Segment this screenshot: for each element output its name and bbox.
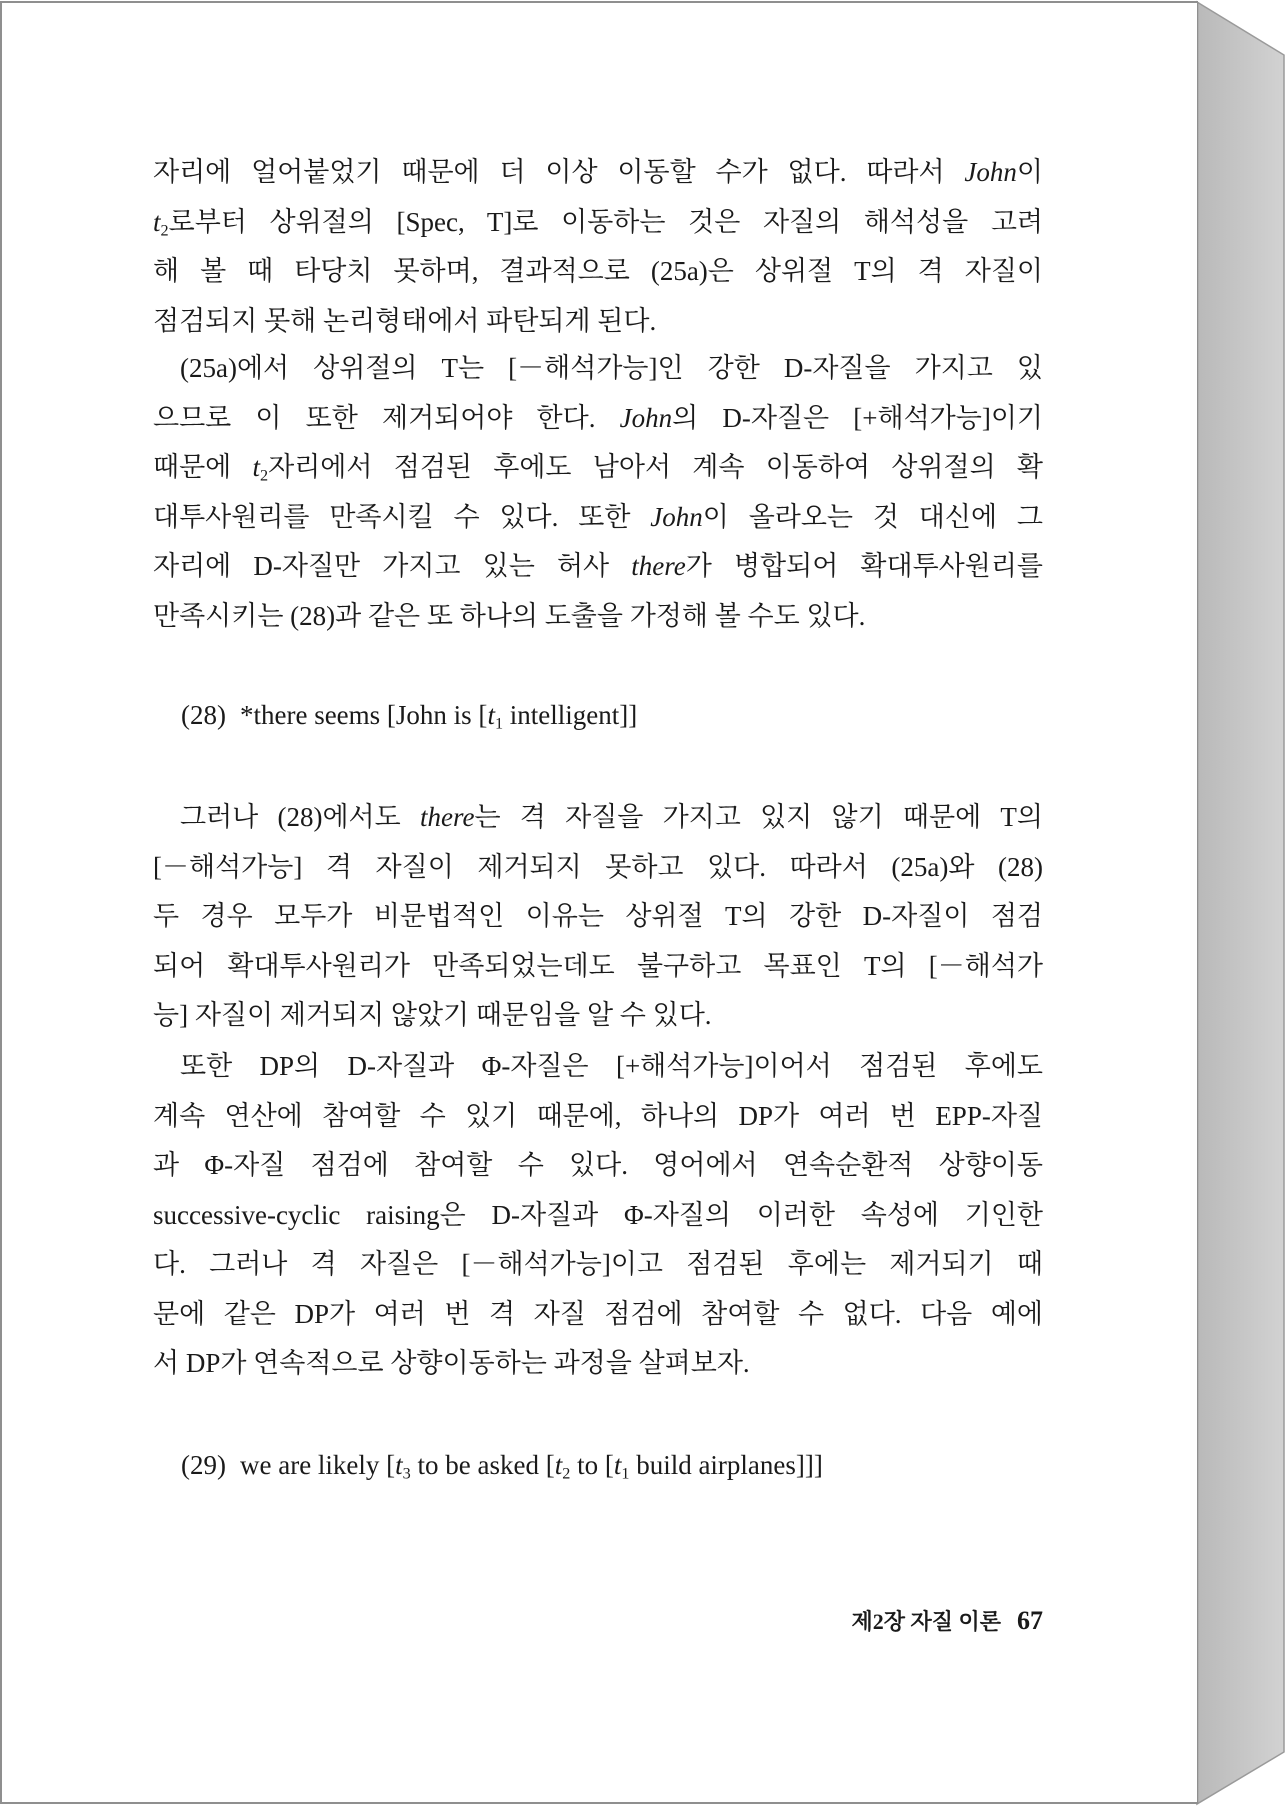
text-line: [153, 793, 1043, 843]
line-text: 자리에 D-자질만 가지고 있는 허사: [153, 551, 632, 581]
line-text: 로부터 상위절의 [Spec, T]로 이동하는 것은 자질의 해석성을 고려: [168, 206, 1043, 237]
line-text: 능] 자질이 제거되지 않았기 때문임을 알 수 있다.: [153, 1000, 712, 1030]
line-text: (25a)에서 상위절의 T는 [－해석가능]인 강한 D-자질을 가지고 있: [180, 353, 1043, 383]
line-text: 만족시키는 (28)과 같은 또 하나의 도출을 가정해 볼 수도 있다.: [153, 600, 866, 631]
paragraph: [153, 1042, 1043, 1389]
trace-index: 2: [562, 1464, 571, 1483]
line-text: 서 DP가 연속적으로 상향이동하는 과정을 살펴보자.: [153, 1348, 750, 1378]
line-text: 대투사원리를 만족시킬 수 있다. 또한: [153, 501, 651, 532]
line-text: 으므로 이 또한 제거되어야 한다.: [153, 402, 620, 433]
page-number: 67: [1017, 1606, 1043, 1635]
paragraph: [153, 344, 1043, 641]
book-side-face: [1197, 2, 1284, 1804]
trace-symbol: t: [487, 700, 495, 730]
text-line: [153, 198, 1043, 248]
text-line: [153, 247, 1043, 297]
line-text: 의 D-자질은 [+해석가능]이기: [672, 402, 1043, 433]
trace-symbol: t: [613, 1450, 622, 1480]
italic-term: John: [964, 157, 1017, 187]
page-footer: [851, 1600, 1043, 1642]
italic-term: John: [650, 501, 703, 532]
example-text: to [: [570, 1450, 614, 1480]
line-text: 자리에서 점검된 후에도 남아서 계속 이동하여 상위절의 확: [268, 452, 1043, 482]
example-text: *there seems [John is [: [239, 700, 488, 730]
example-number: (28): [181, 700, 226, 730]
text-line: [153, 1141, 1043, 1191]
line-text: 두 경우 모두가 비문법적인 이유는 상위절 T의 강한 D-자질이 점검: [153, 901, 1043, 931]
line-text: 때문에: [153, 452, 253, 482]
paragraph: [153, 148, 1043, 346]
example-sentence: [181, 1441, 1041, 1491]
line-text: successive-cyclic raising은 D-자질과 Φ-자질의 이러한 속성에 기인한: [153, 1199, 1043, 1230]
text-line: [153, 1240, 1043, 1290]
text-line: [153, 592, 1043, 642]
text-line: [153, 1290, 1043, 1340]
line-text: 다. 그러나 격 자질은 [－해석가능]이고 점검된 후에는 제거되기 때: [153, 1249, 1043, 1279]
trace-index: 2: [160, 221, 169, 240]
line-text: 계속 연산에 참여할 수 있기 때문에, 하나의 DP가 여러 번 EPP-자질: [153, 1100, 1043, 1131]
text-line: [153, 344, 1043, 394]
text-line: [153, 1339, 1043, 1389]
line-text: 해 볼 때 타당치 못하며, 결과적으로 (25a)은 상위절 T의 격 자질이: [153, 256, 1043, 286]
text-line: [153, 542, 1043, 592]
trace-index: 1: [494, 714, 504, 733]
line-text: 이 올라오는 것 대신에 그: [702, 501, 1043, 532]
text-line: [153, 443, 1043, 493]
text-line: [153, 493, 1043, 543]
line-text: 또한 DP의 D-자질과 Φ-자질은 [+해석가능]이어서 점검된 후에도: [180, 1051, 1043, 1081]
text-line: [153, 394, 1043, 444]
example-text: intelligent]]: [503, 700, 638, 730]
italic-term: there: [631, 551, 686, 581]
text-line: [153, 1042, 1043, 1092]
line-text: 는 격 자질을 가지고 있지 않기 때문에 T의: [474, 802, 1043, 832]
line-text: 그러나 (28)에서도: [180, 802, 420, 832]
trace-index: 2: [260, 466, 269, 485]
trace-symbol: t: [554, 1450, 563, 1480]
text-line: [153, 297, 1043, 347]
text-line: [153, 148, 1043, 198]
example-text: we are likely [: [239, 1450, 396, 1480]
line-text: 과 Φ-자질 점검에 참여할 수 있다. 영어에서 연속순환적 상향이동: [153, 1150, 1043, 1180]
trace-symbol: t: [252, 452, 261, 482]
text-line: [153, 942, 1043, 992]
italic-term: there: [419, 802, 475, 832]
trace-index: 3: [402, 1464, 411, 1483]
line-text: 가 병합되어 확대투사원리를: [685, 551, 1043, 581]
paragraph: [153, 793, 1043, 1041]
italic-term: John: [619, 402, 673, 433]
trace-index: 1: [621, 1464, 630, 1483]
trace-symbol: t: [153, 206, 161, 237]
line-text: 이: [1016, 157, 1043, 187]
line-text: 점검되지 못해 논리형태에서 파탄되게 된다.: [153, 305, 657, 336]
example-text: to be asked [: [410, 1450, 555, 1480]
example-sentence: [181, 691, 1041, 741]
text-line: [153, 892, 1043, 942]
text-line: [153, 843, 1043, 893]
chapter-title: 제2장 자질 이론: [851, 1609, 1001, 1634]
example-number: (29): [181, 1450, 226, 1480]
text-line: [153, 1092, 1043, 1142]
trace-symbol: t: [395, 1450, 403, 1480]
example-text: build airplanes]]]: [629, 1450, 823, 1480]
line-text: 되어 확대투사원리가 만족되었는데도 불구하고 목표인 T의 [－해석가: [153, 950, 1043, 981]
line-text: [－해석가능] 격 자질이 제거되지 못하고 있다. 따라서 (25a)와 (28): [153, 851, 1043, 882]
text-line: [153, 1191, 1043, 1241]
text-line: [153, 991, 1043, 1041]
line-text: 문에 같은 DP가 여러 번 격 자질 점검에 참여할 수 없다. 다음 예에: [153, 1298, 1043, 1329]
line-text: 자리에 얼어붙었기 때문에 더 이상 이동할 수가 없다. 따라서: [153, 157, 965, 187]
